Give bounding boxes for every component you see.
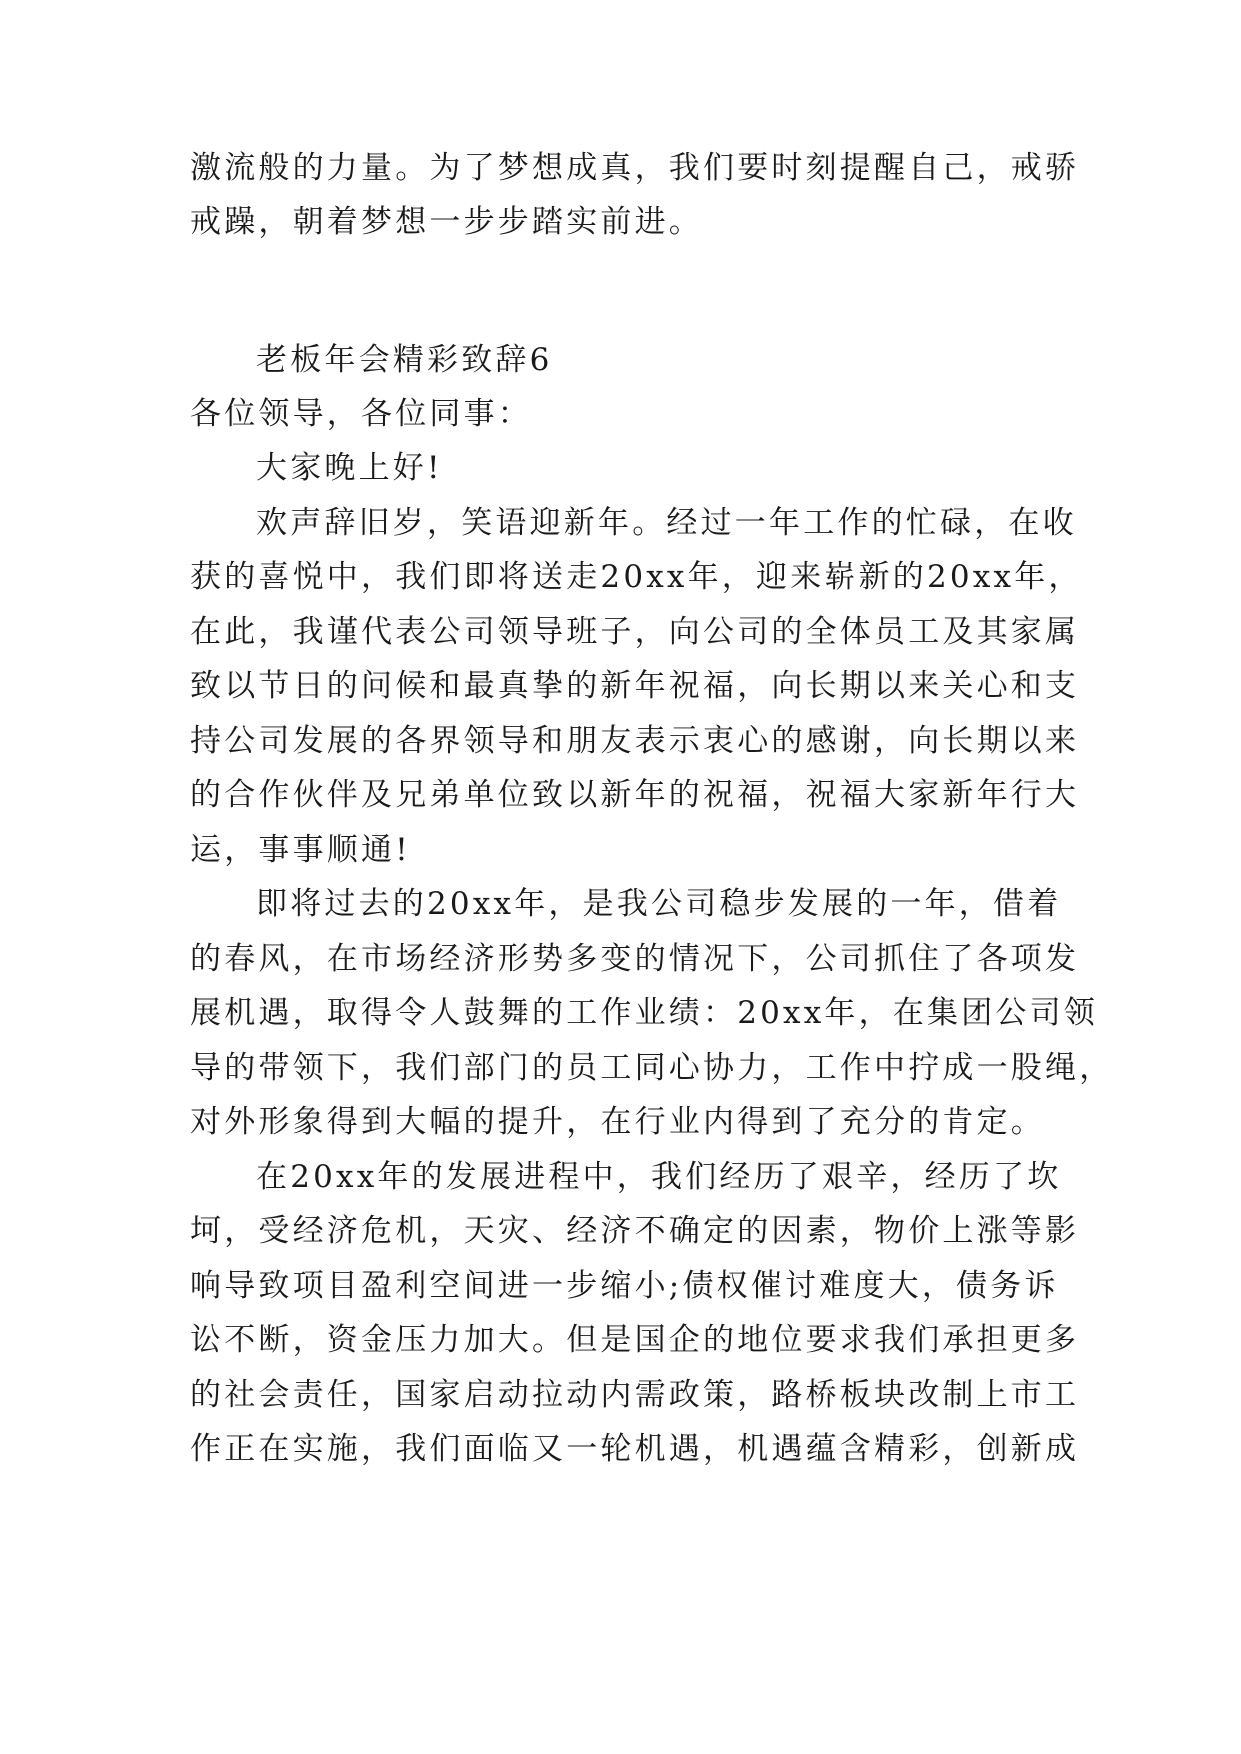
text-line: 获的喜悦中，我们即将送走20xx年，迎来崭新的20xx年， (190, 559, 1083, 595)
greeting: 大家晚上好! (256, 450, 443, 486)
text-line: 坷，受经济危机，天灾、经济不确定的因素，物价上涨等影 (190, 1213, 1080, 1249)
text-line: 响导致项目盈利空间进一步缩小;债权催讨难度大，债务诉 (190, 1268, 1059, 1304)
text-line: 对外形象得到大幅的提升，在行业内得到了充分的肯定。 (190, 1104, 1045, 1140)
text-line: 戒躁，朝着梦想一步步踏实前进。 (190, 204, 703, 240)
text-line: 讼不断，资金压力加大。但是国企的地位要求我们承担更多 (190, 1322, 1080, 1358)
text-line: 的春风，在市场经济形势多变的情况下，公司抓住了各项发 (190, 941, 1080, 977)
salutation: 各位领导，各位同事： (190, 396, 532, 432)
text-line: 在此，我谨代表公司领导班子，向公司的全体员工及其家属 (190, 614, 1080, 650)
text-line: 在20xx年的发展进程中，我们经历了艰辛，经历了坎 (256, 1159, 1062, 1195)
text-line: 导的带领下，我们部门的员工同心协力，工作中拧成一股绳， (190, 1050, 1114, 1086)
text-line: 持公司发展的各界领导和朋友表示衷心的感谢，向长期以来 (190, 723, 1080, 759)
text-line: 致以节日的问候和最真挚的新年祝福，向长期以来关心和支 (190, 668, 1080, 704)
text-line: 的合作伙伴及兄弟单位致以新年的祝福，祝福大家新年行大 (190, 777, 1080, 813)
section-title: 老板年会精彩致辞6 (256, 342, 553, 378)
text-line: 作正在实施，我们面临又一轮机遇，机遇蕴含精彩，创新成 (190, 1431, 1080, 1467)
text-line: 欢声辞旧岁，笑语迎新年。经过一年工作的忙碌，在收 (256, 505, 1077, 541)
text-line: 激流般的力量。为了梦想成真，我们要时刻提醒自己，戒骄 (190, 150, 1080, 186)
text-line: 的社会责任，国家启动拉动内需政策，路桥板块改制上市工 (190, 1377, 1080, 1413)
text-line: 运，事事顺通! (190, 832, 411, 868)
text-line: 展机遇，取得令人鼓舞的工作业绩：20xx年，在集团公司领 (190, 995, 1099, 1031)
text-line: 即将过去的20xx年，是我公司稳步发展的一年，借着 (256, 886, 1062, 922)
